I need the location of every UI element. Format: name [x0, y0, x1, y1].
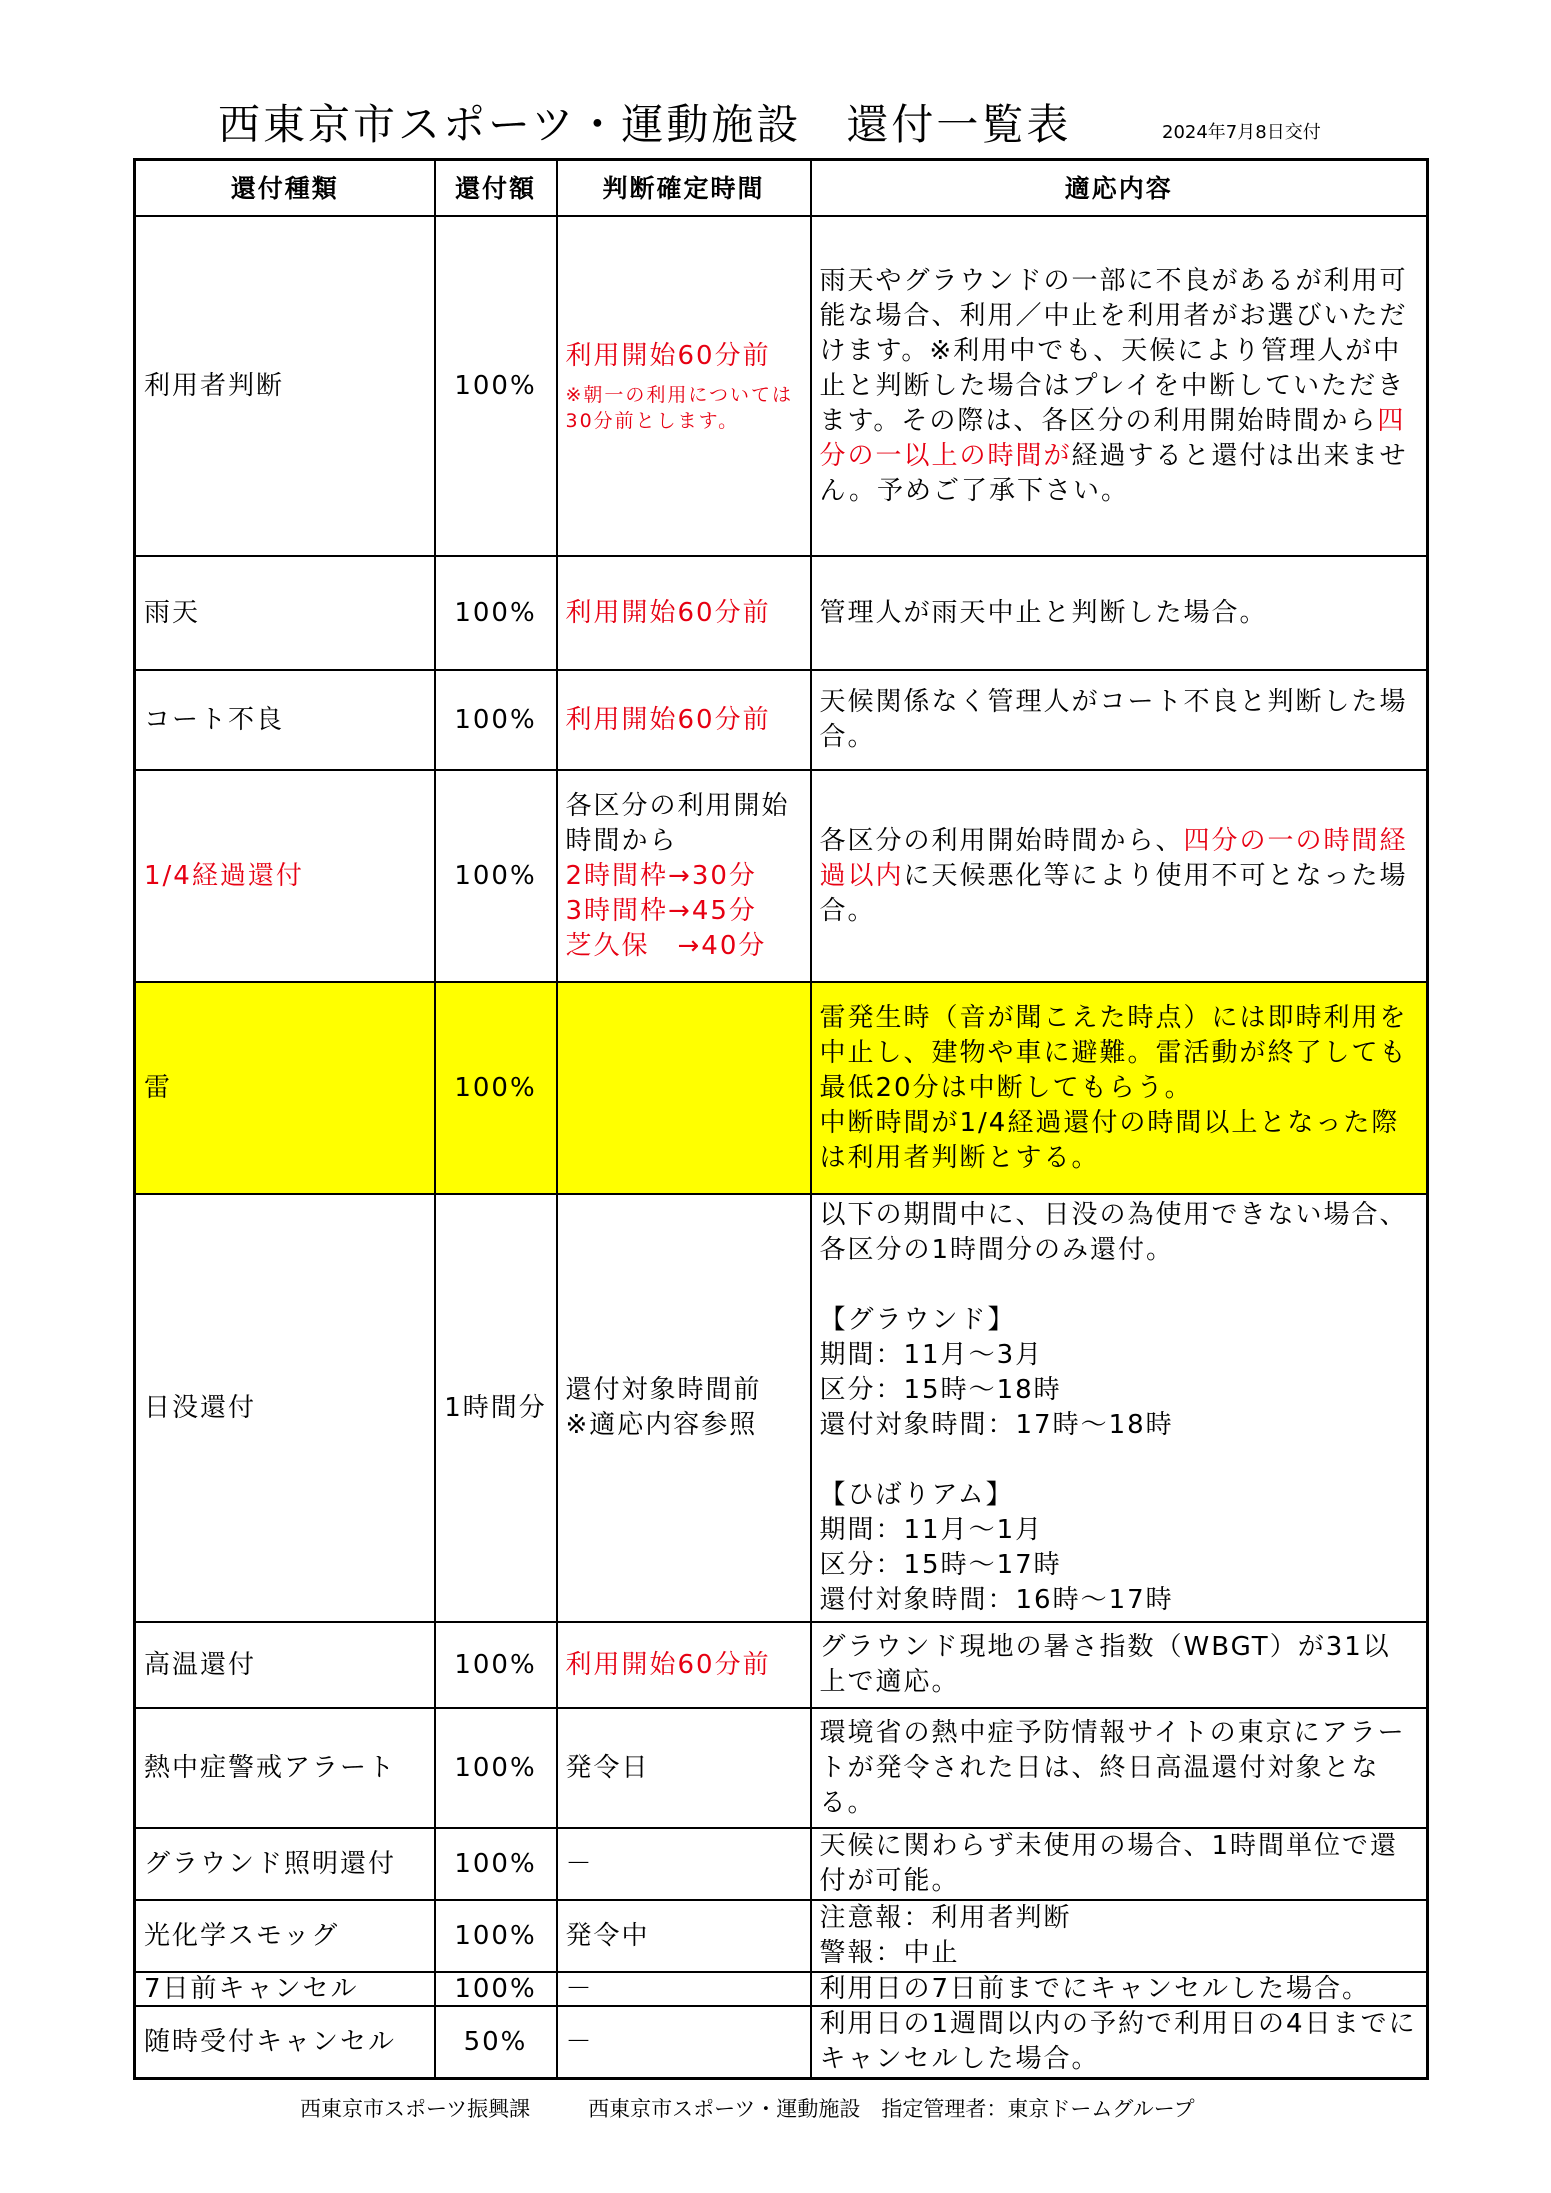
- applicable-content-cell: 環境省の熱中症予防情報サイトの東京にアラートが発令された日は、終日高温還付対象となる。: [811, 1708, 1428, 1828]
- detail-text: 以下の期間中に、日没の為使用できない場合、各区分の1時間分のみ還付。: [819, 1200, 1408, 1265]
- applicable-content-cell: 天候に関わらず未使用の場合、1時間単位で還付が可能。: [811, 1828, 1428, 1900]
- refund-amount-cell: 50%: [435, 2006, 557, 2079]
- header-applicable-content: 適応内容: [811, 160, 1428, 217]
- decision-time-text: 各区分の利用開始時間から: [565, 790, 790, 856]
- refund-amount-cell: 100%: [435, 1622, 557, 1708]
- decision-time-note: ※朝一の利用については30分前とします。: [565, 383, 794, 432]
- applicable-content-cell: [811, 1194, 1428, 1622]
- decision-time-cell: －: [557, 1828, 811, 1900]
- refund-amount-cell: 100%: [435, 216, 557, 556]
- detail-text: 雷発生時（音が聞こえた時点）には即時利用を中止し、建物や車に避難。雷活動が終了しても最低20分は中断してもらう。: [819, 1002, 1408, 1103]
- decision-time-cell: 利用開始60分前: [557, 556, 811, 670]
- refund-amount-cell: 100%: [435, 1972, 557, 2006]
- refund-type-cell: 光化学スモッグ: [135, 1900, 435, 1972]
- decision-time-note: ※適応内容参照: [565, 1410, 758, 1440]
- header-refund-amount: 還付額: [435, 160, 557, 217]
- refund-amount-cell: 100%: [435, 1828, 557, 1900]
- table-row: [135, 2006, 1428, 2079]
- detail-text: 区分：15時～18時: [819, 1375, 1062, 1405]
- decision-time-cell: －: [557, 1972, 811, 2006]
- refund-type-cell: 7日前キャンセル: [135, 1972, 435, 2006]
- refund-type-cell: 随時受付キャンセル: [135, 2006, 435, 2079]
- applicable-content-cell: グラウンド現地の暑さ指数（WBGT）が31以上で適応。: [811, 1622, 1428, 1708]
- decision-time-cell: 利用開始60分前: [557, 670, 811, 770]
- refund-amount-cell: 100%: [435, 1900, 557, 1972]
- detail-text: 期間：11月～1月: [819, 1515, 1044, 1545]
- decision-time-text: 利用開始60分前: [565, 340, 771, 371]
- detail-text: 還付対象時間：16時～17時: [819, 1585, 1174, 1615]
- detail-text: 還付対象時間：17時～18時: [819, 1410, 1174, 1440]
- header-decision-time: 判断確定時間: [557, 160, 811, 217]
- decision-time-cell: [557, 982, 811, 1194]
- decision-time-item: 芝久保 →40分: [565, 930, 767, 961]
- refund-type-cell: 1/4経過還付: [135, 770, 435, 982]
- decision-time-cell: 利用開始60分前: [557, 1622, 811, 1708]
- issue-date: 2024年7月8日交付: [1162, 122, 1321, 143]
- detail-text: 雨天やグラウンドの一部に不良があるが利用可能な場合、利用／中止を利用者がお選びいただけます。※利用中でも、天候により管理人が中止と判断した場合はプレイを中断していただきます。その際は、各区分の利用開始時間から: [819, 265, 1408, 436]
- footer-department: 西東京市スポーツ振興課: [300, 2097, 531, 2121]
- table-row: [135, 1194, 1428, 1622]
- detail-text: 中断時間が1/4経過還付の時間以上となった際は利用者判断とする。: [819, 1107, 1400, 1173]
- refund-type-cell: 雨天: [135, 556, 435, 670]
- applicable-content-cell: [811, 216, 1428, 556]
- table-row: [135, 1828, 1428, 1900]
- applicable-content-cell: 利用日の7日前までにキャンセルした場合。: [811, 1972, 1428, 2006]
- table-header-row: [135, 160, 1428, 217]
- refund-amount-cell: 1時間分: [435, 1194, 557, 1622]
- detail-highlight-text: 四分の一以上の時間が: [819, 405, 1406, 471]
- detail-text: 経過すると還付は出来ません。予めご了承下さい。: [819, 440, 1408, 506]
- refund-type-cell: コート不良: [135, 670, 435, 770]
- table-row-highlighted: [135, 982, 1428, 1194]
- table-row: [135, 1900, 1428, 1972]
- applicable-content-cell: 管理人が雨天中止と判断した場合。: [811, 556, 1428, 670]
- applicable-content-cell: [811, 1900, 1428, 1972]
- refund-type-cell: グラウンド照明還付: [135, 1828, 435, 1900]
- table-row: [135, 670, 1428, 770]
- refund-type-cell: 雷: [135, 982, 435, 1194]
- detail-text: 期間：11月～3月: [819, 1340, 1044, 1370]
- decision-time-cell: [557, 770, 811, 982]
- footer: [300, 2093, 1253, 2123]
- refund-amount-cell: 100%: [435, 770, 557, 982]
- decision-time-item: 2時間枠→30分: [565, 860, 757, 891]
- refund-type-cell: 熱中症警戒アラート: [135, 1708, 435, 1828]
- decision-time-cell: [557, 1194, 811, 1622]
- table-row: [135, 770, 1428, 982]
- decision-time-cell: －: [557, 2006, 811, 2079]
- detail-section-heading: 【ひばりアム】: [819, 1480, 1014, 1510]
- detail-text: 注意報：利用者判断: [819, 1903, 1072, 1933]
- table-row: [135, 1708, 1428, 1828]
- refund-amount-cell: 100%: [435, 982, 557, 1194]
- applicable-content-cell: [811, 770, 1428, 982]
- header-refund-type: 還付種類: [135, 160, 435, 217]
- table-row: [135, 1622, 1428, 1708]
- detail-text: 各区分の利用開始時間から、: [819, 825, 1184, 856]
- applicable-content-cell: [811, 982, 1428, 1194]
- refund-amount-cell: 100%: [435, 556, 557, 670]
- refund-type-cell: 高温還付: [135, 1622, 435, 1708]
- table-row: [135, 216, 1428, 556]
- decision-time-text: 還付対象時間前: [565, 1375, 762, 1405]
- refund-amount-cell: 100%: [435, 1708, 557, 1828]
- table-row: [135, 556, 1428, 670]
- detail-highlight-text: 四分の一の時間経過以内: [819, 825, 1408, 891]
- detail-text: 区分：15時～17時: [819, 1550, 1062, 1580]
- detail-section-heading: 【グラウンド】: [819, 1305, 1016, 1335]
- detail-text: に天候悪化等により使用不可となった場合。: [819, 860, 1408, 926]
- decision-time-cell: 発令日: [557, 1708, 811, 1828]
- refund-table: [133, 158, 1429, 2080]
- refund-type-cell: 利用者判断: [135, 216, 435, 556]
- applicable-content-cell: 天候関係なく管理人がコート不良と判断した場合。: [811, 670, 1428, 770]
- refund-amount-cell: 100%: [435, 670, 557, 770]
- detail-text: 警報：中止: [819, 1938, 960, 1968]
- decision-time-cell: [557, 216, 811, 556]
- applicable-content-cell: 利用日の1週間以内の予約で利用日の4日までにキャンセルした場合。: [811, 2006, 1428, 2079]
- table-row: [135, 1972, 1428, 2006]
- refund-type-cell: 日没還付: [135, 1194, 435, 1622]
- document-title: 西東京市スポーツ・運動施設 還付一覧表: [218, 100, 1072, 149]
- footer-manager: 西東京市スポーツ・運動施設 指定管理者：東京ドームグループ: [588, 2097, 1195, 2121]
- decision-time-item: 3時間枠→45分: [565, 895, 757, 926]
- decision-time-cell: 発令中: [557, 1900, 811, 1972]
